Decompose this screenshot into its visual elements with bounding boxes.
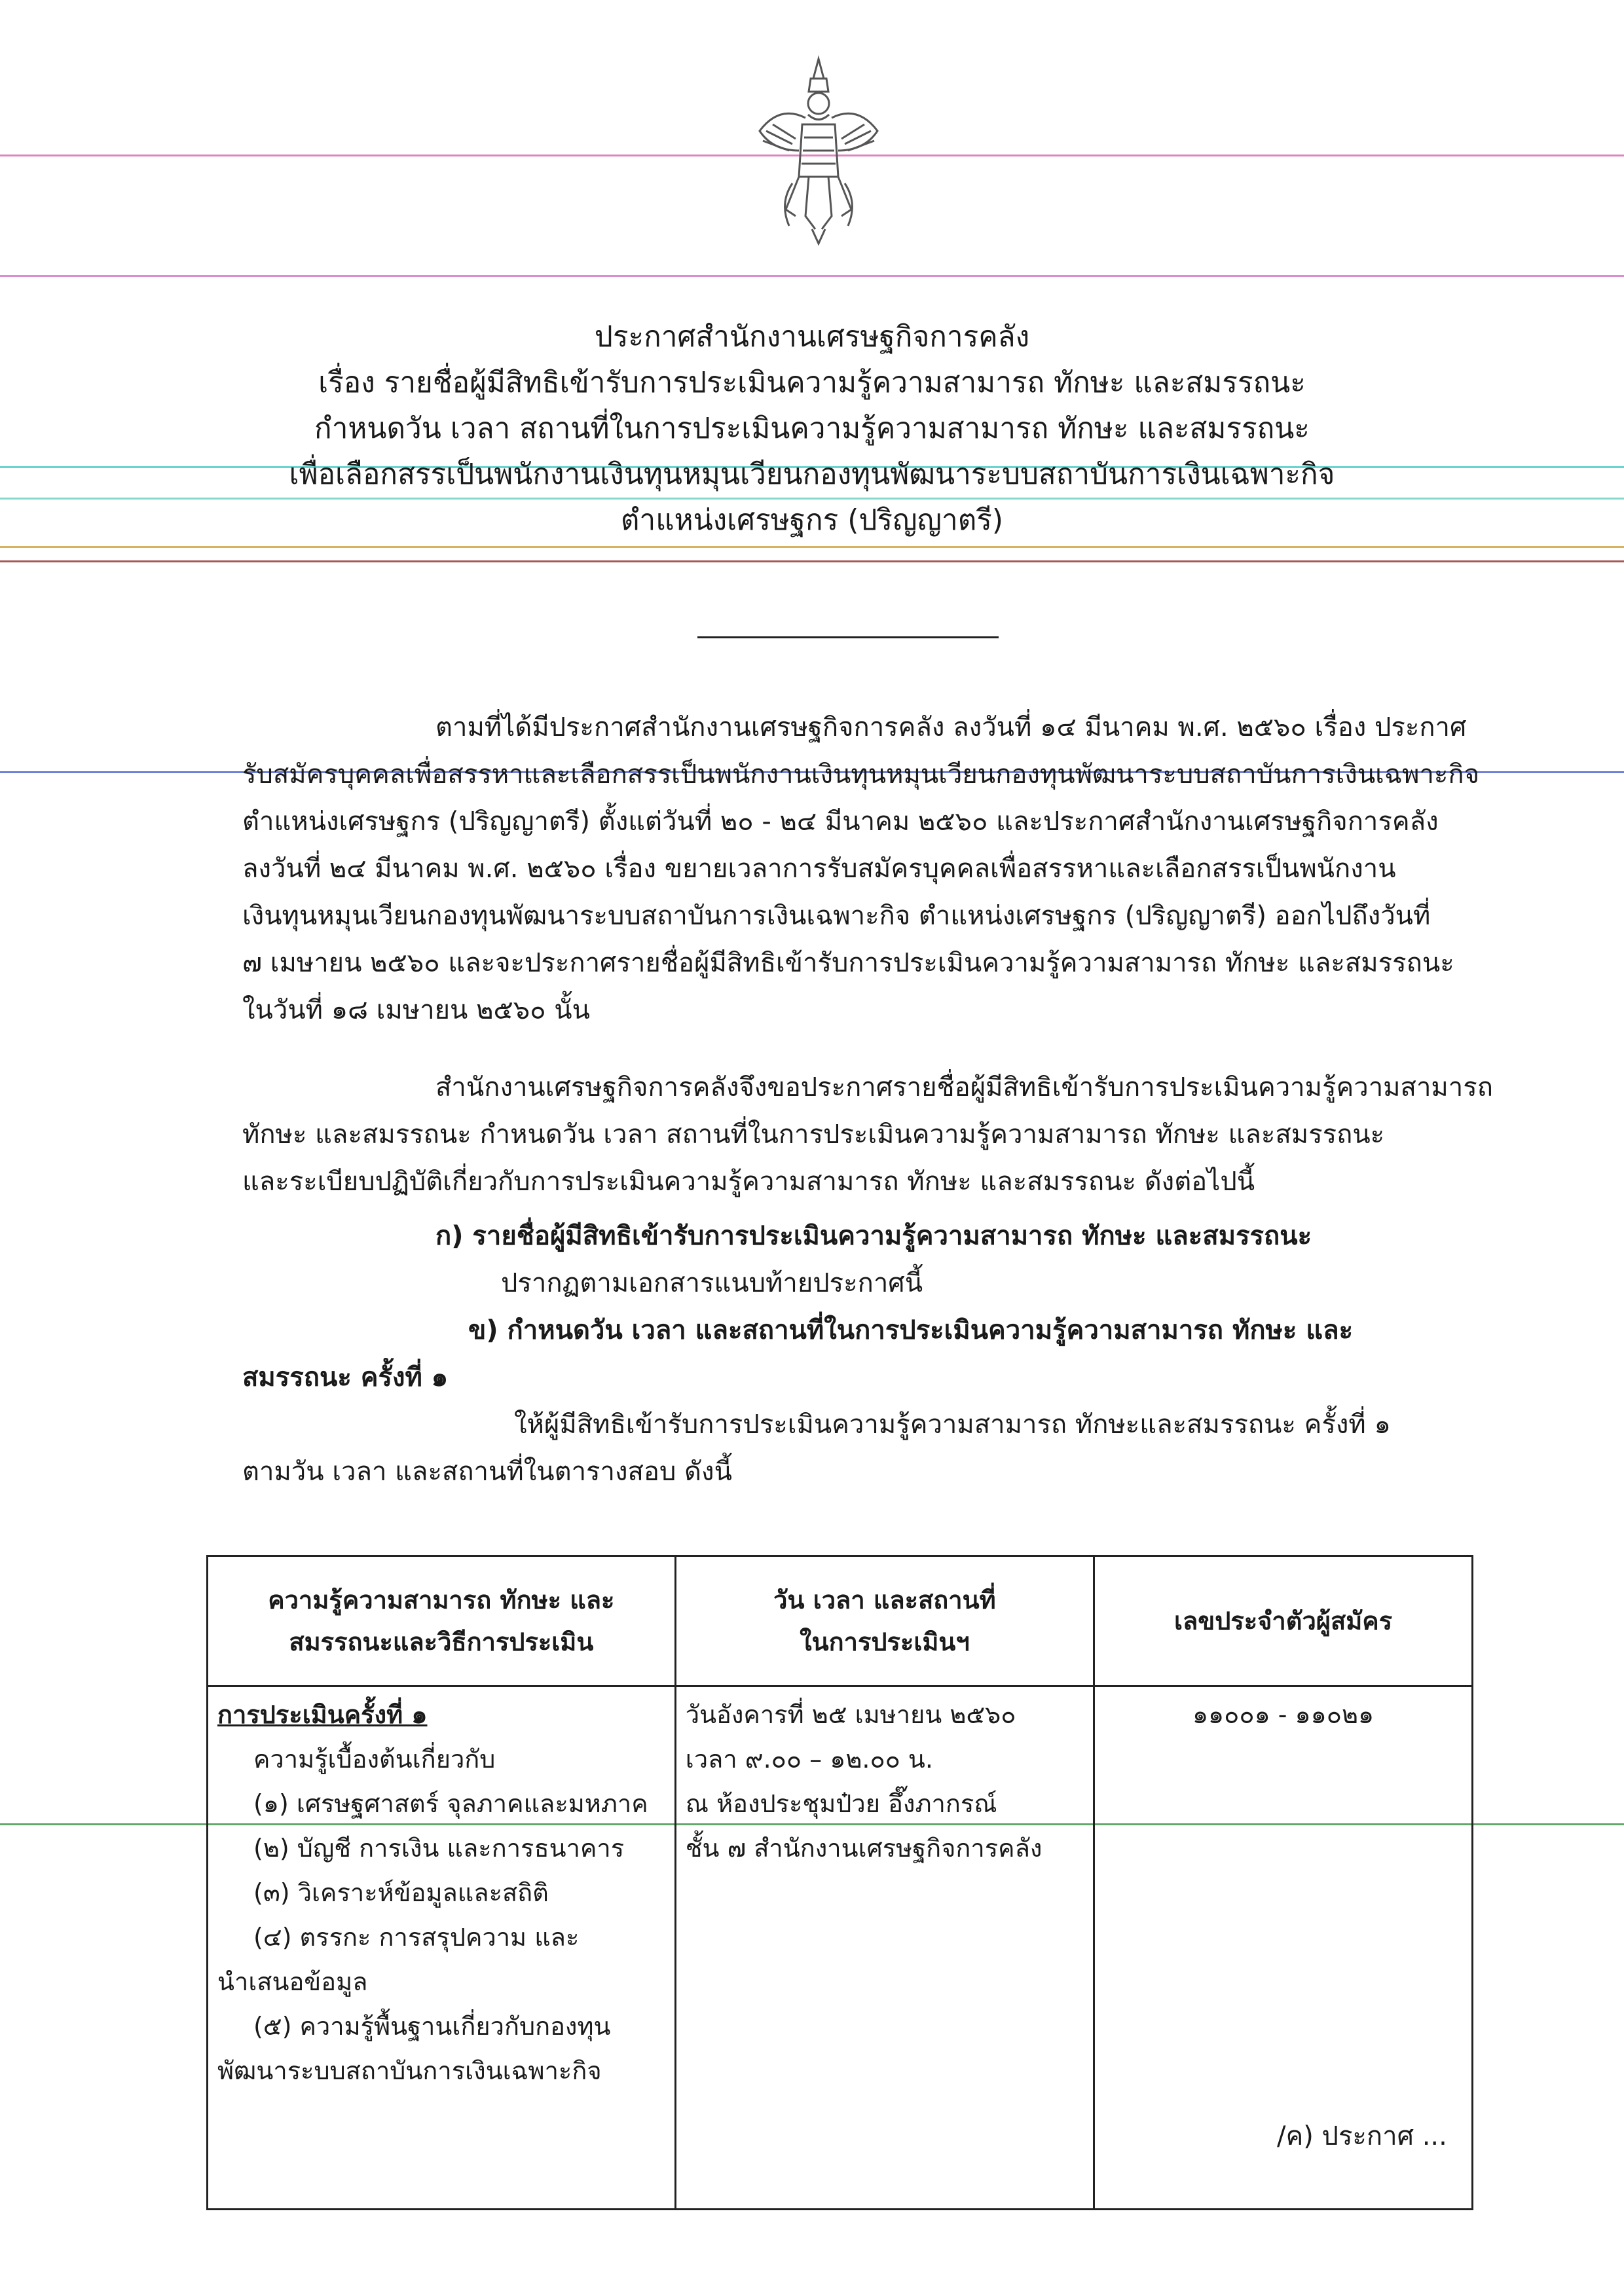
header-text: วัน เวลา และสถานที่ [773, 1586, 996, 1614]
list-item: (๕) ความรู้พื้นฐานเกี่ยวกับกองทุน [253, 2012, 611, 2041]
paragraph-line: รับสมัครบุคคลเพื่อสรรหาและเลือกสรรเป็นพนักงานเงินทุนหมุนเวียนกองทุนพัฒนาระบบสถาบันการเงินเฉพาะกิจ [242, 759, 1480, 790]
cell-competency [208, 1686, 676, 2210]
title-line-2: เรื่อง รายชื่อผู้มีสิทธิเข้ารับการประเมินความรู้ความสามารถ ทักษะ และสมรรถนะ [318, 366, 1306, 399]
header-text: ความรู้ความสามารถ ทักษะ และ [268, 1586, 615, 1614]
date-text: วันอังคารที่ ๒๕ เมษายน ๒๕๖๐ [685, 1700, 1016, 1729]
place-text: ชั้น ๗ สำนักงานเศรษฐกิจการคลัง [685, 1834, 1043, 1863]
title-divider [697, 636, 999, 638]
item-a-text: ปรากฏตามเอกสารแนบท้ายประกาศนี้ [501, 1268, 923, 1298]
item-a-title: ก) รายชื่อผู้มีสิทธิเข้ารับการประเมินความรู้ความสามารถ ทักษะ และสมรรถนะ [435, 1221, 1312, 1251]
place-text: ณ ห้องประชุมป๋วย อึ๊งภากรณ์ [685, 1789, 997, 1818]
paragraph-2 [242, 1064, 1493, 1205]
paragraph-line: ในวันที่ ๑๘ เมษายน ๒๕๖๐ นั้น [242, 995, 590, 1025]
paragraph-line: ลงวันที่ ๒๔ มีนาคม พ.ศ. ๒๕๖๐ เรื่อง ขยายเวลาการรับสมัครบุคคลเพื่อสรรหาและเลือกสรรเป็นพนักงาน [242, 854, 1396, 884]
title-line-4: เพื่อเลือกสรรเป็นพนักงานเงินทุนหมุนเวียนกองทุนพัฒนาระบบสถาบันการเงินเฉพาะกิจ [289, 458, 1335, 491]
item-b-text: ให้ผู้มีสิทธิเข้ารับการประเมินความรู้ความสามารถ ทักษะและสมรรถนะ ครั้งที่ ๑ [514, 1410, 1391, 1440]
item-b-title-cont: สมรรถนะ ครั้งที่ ๑ [242, 1362, 449, 1393]
list-item: นำเสนอข้อมูล [217, 1967, 368, 1996]
header-applicant-id [1094, 1556, 1473, 1686]
time-text: เวลา ๙.๐๐ – ๑๒.๐๐ น. [685, 1745, 933, 1774]
paragraph-line: ตามที่ได้มีประกาศสำนักงานเศรษฐกิจการคลัง ลงวันที่ ๑๔ มีนาคม พ.ศ. ๒๕๖๐ เรื่อง ประกาศ [435, 712, 1467, 742]
scan-line-magenta [0, 275, 1624, 277]
paragraph-line: เงินทุนหมุนเวียนกองทุนพัฒนาระบบสถาบันการเงินเฉพาะกิจ ตำแหน่งเศรษฐกร (ปริญญาตรี) ออกไปถึงวันที่ [242, 901, 1431, 931]
title-line-5: ตำแหน่งเศรษฐกร (ปริญญาตรี) [620, 503, 1004, 537]
list-item: (๓) วิเคราะห์ข้อมูลและสถิติ [253, 1878, 549, 1907]
header-competency [208, 1556, 676, 1686]
item-b-text-cont: ตามวัน เวลา และสถานที่ในตารางสอบ ดังนี้ [242, 1457, 732, 1487]
table-header-row [208, 1556, 1473, 1686]
list-item: ความรู้เบื้องต้นเกี่ยวกับ [253, 1745, 496, 1774]
list-item: (๔) ตรรกะ การสรุปความ และ [253, 1923, 580, 1952]
header-text: สมรรถนะและวิธีการประเมิน [289, 1628, 594, 1656]
header-text: ในการประเมินฯ [800, 1628, 970, 1656]
paragraph-1 [242, 704, 1486, 1034]
assessment-round-heading: การประเมินครั้งที่ ๑ [217, 1700, 428, 1729]
list-item: (๑) เศรษฐศาสตร์ จุลภาคและมหภาค [253, 1789, 648, 1818]
title-line-3: กำหนดวัน เวลา สถานที่ในการประเมินความรู้ความสามารถ ทักษะ และสมรรถนะ [314, 412, 1310, 445]
paragraph-line: สำนักงานเศรษฐกิจการคลังจึงขอประกาศรายชื่อผู้มีสิทธิเข้ารับการประเมินความรู้ความสามารถ [435, 1072, 1493, 1102]
header-text: เลขประจำตัวผู้สมัคร [1173, 1607, 1393, 1635]
paragraph-line: และระเบียบปฏิบัติเกี่ยวกับการประเมินความรู้ความสามารถ ทักษะ และสมรรถนะ ดังต่อไปนี้ [242, 1167, 1255, 1197]
exam-schedule-table [206, 1555, 1473, 2210]
continuation-footer: /ค) ประกาศ ... [1277, 2121, 1447, 2151]
list-item: (๒) บัญชี การเงิน และการธนาคาร [253, 1834, 625, 1863]
header-datetime-place [675, 1556, 1094, 1686]
list-item: พัฒนาระบบสถาบันการเงินเฉพาะกิจ [217, 2056, 602, 2085]
items-section [242, 1212, 1486, 1495]
paragraph-line: ทักษะ และสมรรถนะ กำหนดวัน เวลา สถานที่ในการประเมินความรู้ความสามารถ ทักษะ และสมรรถนะ [242, 1120, 1385, 1150]
cell-datetime-place [675, 1686, 1094, 2210]
garuda-emblem-icon [753, 52, 884, 249]
title-line-1: ประกาศสำนักงานเศรษฐกิจการคลัง [594, 320, 1030, 354]
applicant-id-range: ๑๑๐๐๑ - ๑๑๐๒๑ [1192, 1700, 1375, 1729]
paragraph-line: ๗ เมษายน ๒๕๖๐ และจะประกาศรายชื่อผู้มีสิทธิเข้ารับการประเมินความรู้ความสามารถ ทักษะ และสมรรถนะ [242, 948, 1454, 978]
announcement-title-block [196, 314, 1428, 543]
scan-line-red [0, 560, 1624, 562]
paragraph-line: ตำแหน่งเศรษฐกร (ปริญญาตรี) ตั้งแต่วันที่ ๒๐ - ๒๔ มีนาคม ๒๕๖๐ และประกาศสำนักงานเศรษฐกิจการคลัง [242, 807, 1439, 837]
scan-line-gold [0, 546, 1624, 548]
item-b-title: ข) กำหนดวัน เวลา และสถานที่ในการประเมินความรู้ความสามารถ ทักษะ และ [468, 1315, 1354, 1345]
